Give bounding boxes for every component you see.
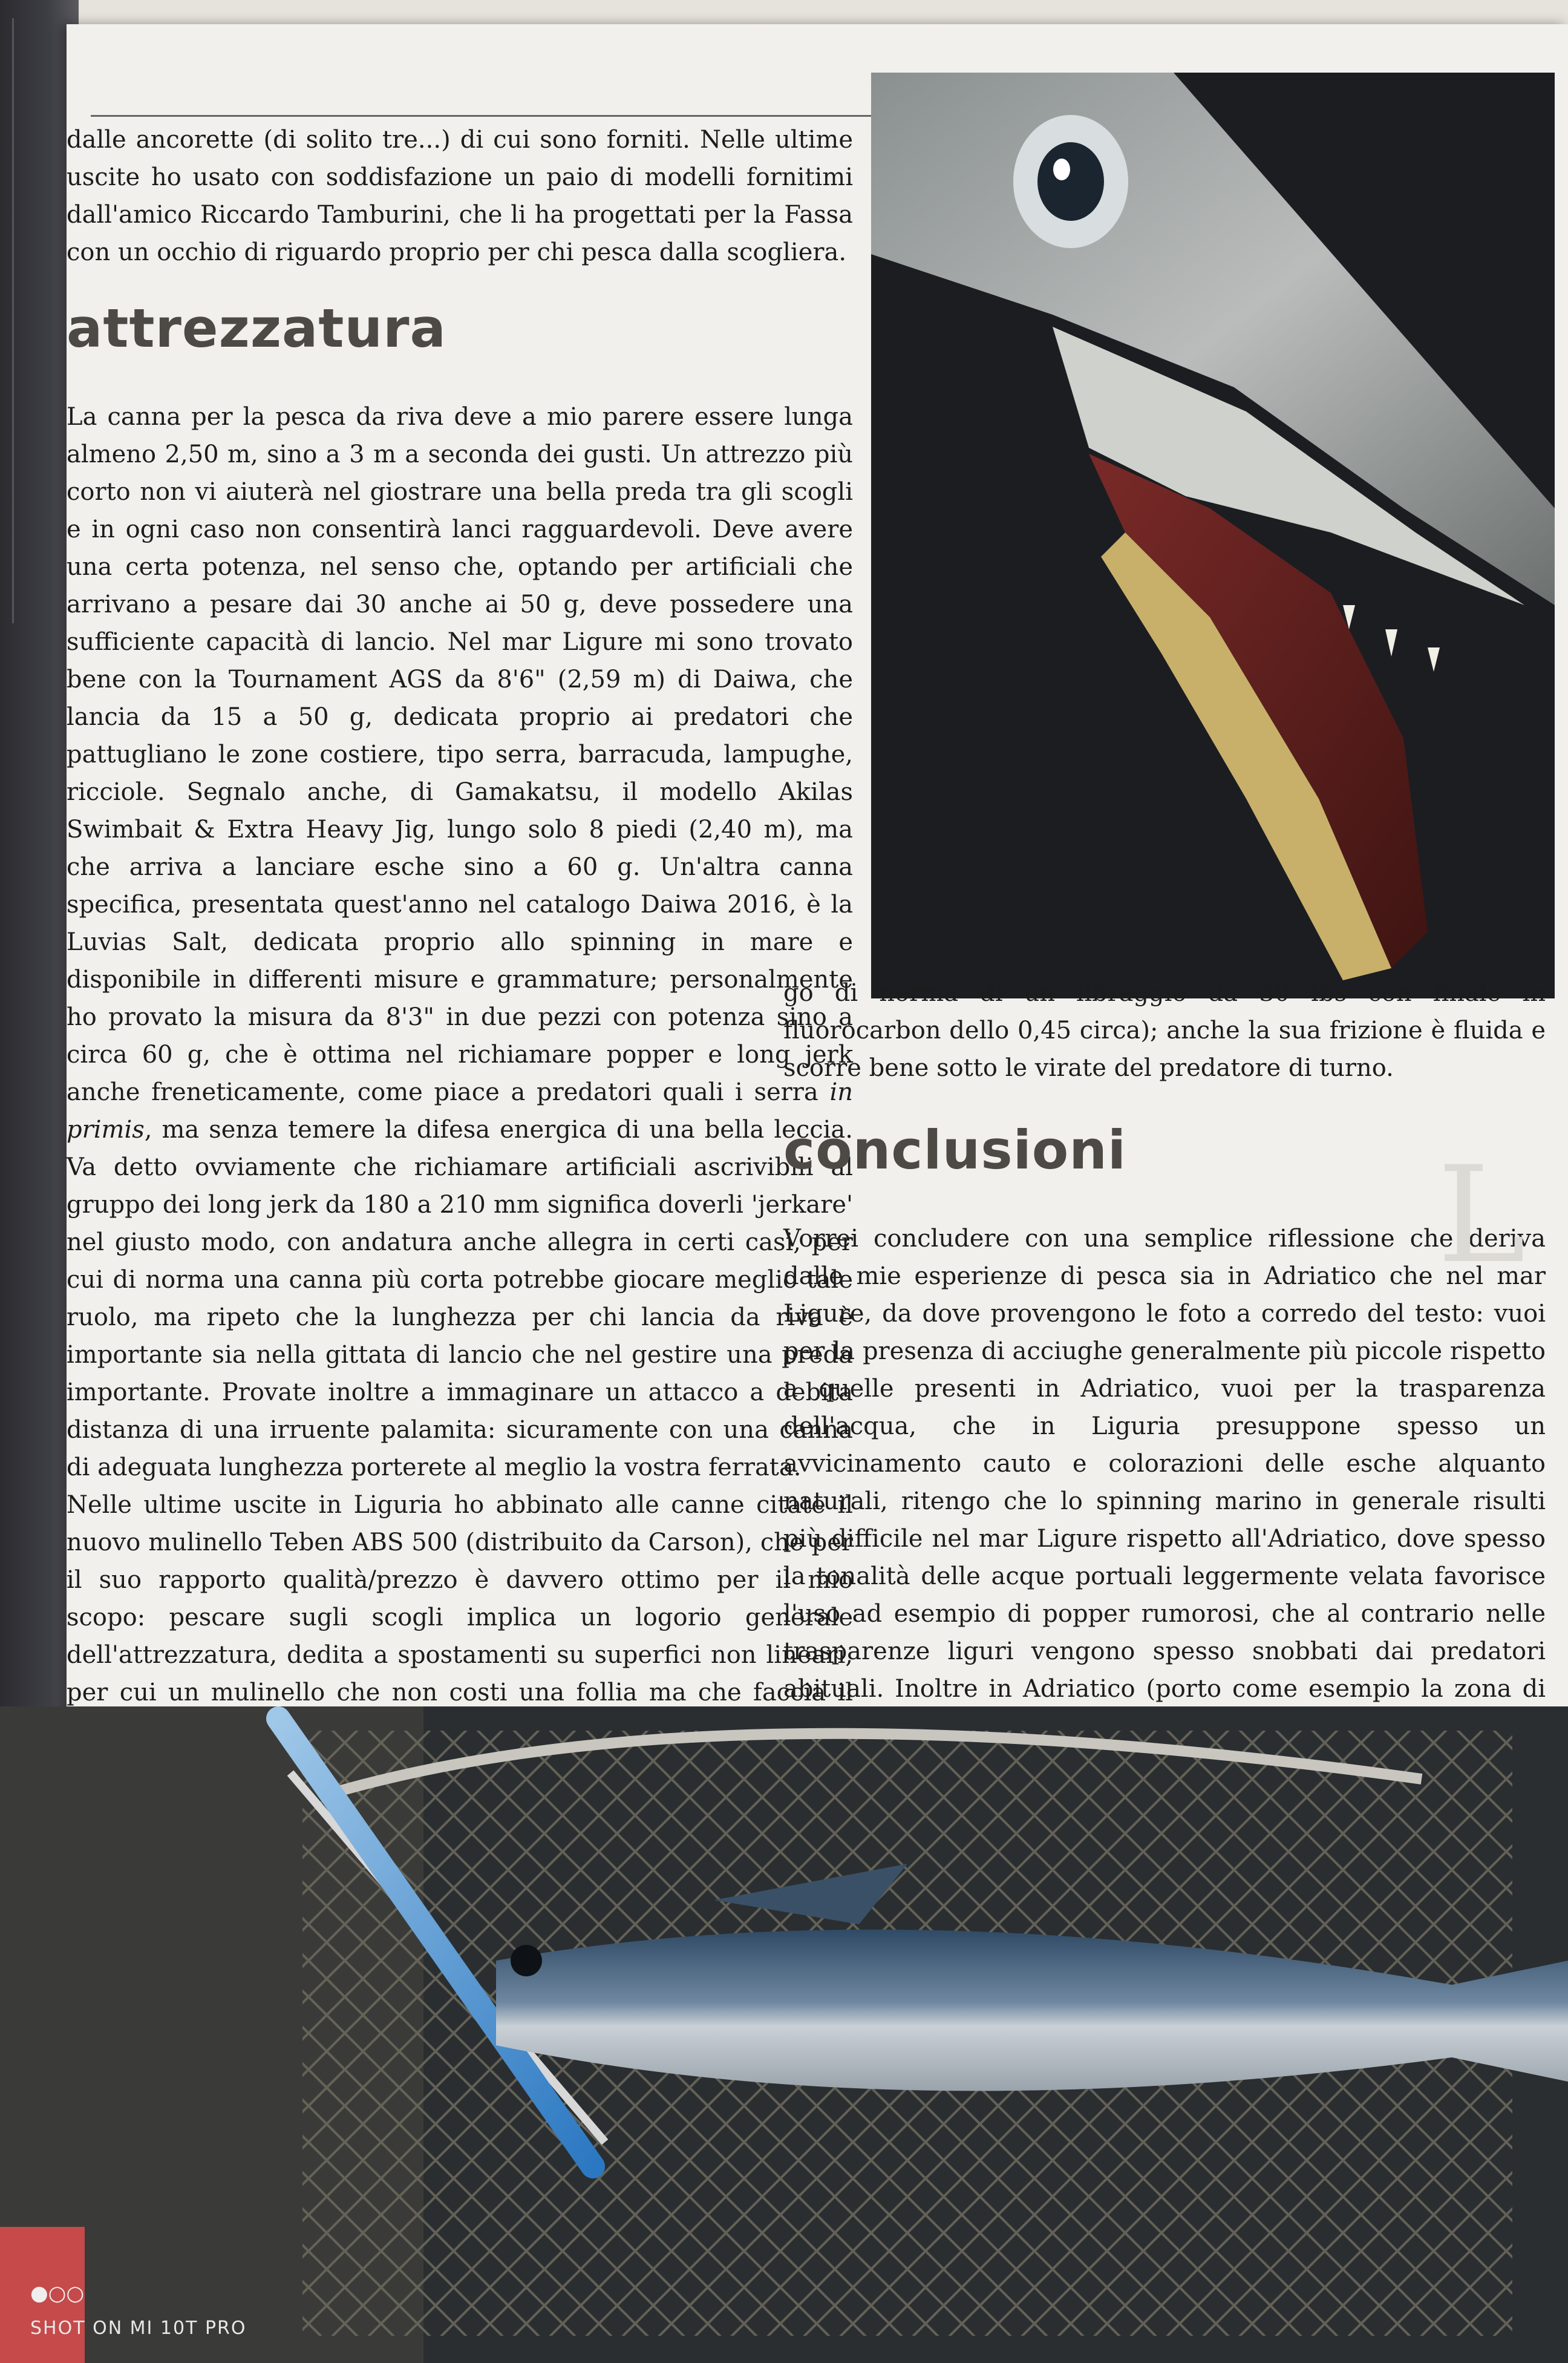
attrezzatura-text-a: La canna per la pesca da riva deve a mio parere essere lunga almeno 2,50 m, sino a 3 m a seconda dei gusti. Un attrezzo più corto non vi aiuterà nel giostrare una bella preda tra gli scogli e in ogni caso non consentirà lanci ragguardevoli. Deve avere una certa potenza, nel senso che, optando per artificiali che arrivano a pesare dai 30 anche ai 50 g, deve possedere una sufficiente capacità di lancio. Nel mar Ligure mi sono trovato bene con la Tournament AGS da 8'6" (2,59 m) di Daiwa, che lancia da 15 a 50 g, dedicata proprio ai predatori che pattugliano le zone costiere, tipo serra, barracuda, lampughe, ricciole. Segnalo anche, di Gamakatsu, il modello Akilas Swimbait & Extra Heavy Jig, lungo solo 8 piedi (2,40 m), ma che arriva a lanciare esche sino a 60 g. Un'altra canna specifica, presentata quest'anno nel catalogo Daiwa 2016, è la Luvias Salt, dedicata proprio allo spinning in mare e disponibile in differenti misure e grammature; personalmente ho provato la misura da 8'3" in due pezzi con potenza sino a circa 60 g, che è ottima nel richiamare popper e long jerk anche freneticamente, come piace a predatori quali i serra	[67, 403, 853, 1106]
camera-watermark-dots: ●○○	[30, 2281, 85, 2306]
bonito-illustration	[0, 1706, 1568, 2363]
intro-paragraph: dalle ancorette (di solito tre...) di cui sono forniti. Nelle ultime uscite ho usato con soddisfazione un paio di modelli fornitimi dall'amico Riccardo Tamburini, che li ha progettati per la Fassa con un occhio di riguardo proprio per chi pesca dalla scogliera.	[67, 126, 853, 266]
attrezzatura-text-b: , ma senza temere la difesa energica di una bella leccia. Va detto ovviamente che richiamare artificiali ascrivibili al gruppo dei long jerk da 180 a 210 mm significa doverli 'jerkare' nel giusto modo, con andatura anche allegra in certi casi, per cui di norma una canna più corta potrebbe giocare meglio tale ruolo, ma ripeto che la lunghezza per chi lancia da riva è importante sia nella gittata di lancio che nel gestire una preda importante. Provate inoltre a immaginare un attacco a debita distanza di una irruente palamita: sicuramente con una canna di adeguata lunghezza porterete al meglio la vostra ferrata.	[67, 1116, 853, 1481]
attrezzatura-paragraph-2: Nelle ultime uscite in Liguria ho abbinato alle canne citate il nuovo mulinello Teben ABS 500 (distribuito da Carson), che per il suo rapporto qualità/prezzo è davvero ottimo per il mio scopo: pescare sugli scogli implica un logorio generale dell'attrezzatura, dedita a spostamenti su superfici non lineari, per cui un mulinello che non costi una follia ma che faccia il	[67, 1491, 853, 1706]
decorative-letter-bleed: L	[1437, 1138, 1526, 1293]
photo-bonito-in-net	[0, 1706, 1568, 2363]
conclusioni-paragraph: Vorrei concludere con una semplice riflessione che deriva dalle mie esperienze di pesca sia in Adriatico che nel mar Ligure, da dove provengono le foto a corredo del testo: vuoi per la presenza di acciughe generalmente più piccole rispetto a quelle presenti in Adriatico, vuoi per la trasparenza dell'acqua, che in Liguria presuppone spesso un avvicinamento cauto e colorazioni delle esche alquanto naturali, ritengo che lo spinning marino in generale risulti più difficile nel mar Ligure rispetto all'Adriatico, dove spesso la tonalità delle acque portuali leggermente velata favorisce l'uso ad esempio di popper rumorosi, che al contrario nelle trasparenze liguri vengono spesso snobbati dai predatori abituali. Inoltre in Adriatico (porto come esempio la zona di	[783, 1225, 1546, 1703]
section-heading-attrezzatura: attrezzatura	[67, 297, 446, 359]
photo-barracuda-head	[871, 73, 1555, 998]
continuation-paragraph: go di norma di un libraggio da 30 lbs con finale in fluorocarbon dello 0,45 circa); anche la sua frizione è fluida e scorre bene sotto le virate del predatore di turno.	[783, 979, 1546, 1082]
page-decoration	[12, 18, 62, 623]
header-rule	[91, 115, 938, 117]
camera-watermark: SHOT ON MI 10T PRO	[30, 2318, 247, 2339]
attrezzatura-paragraph-1	[67, 398, 853, 1486]
attrezzatura-emphasis: in primis	[67, 1078, 853, 1144]
right-column	[783, 974, 1546, 1783]
section-heading-conclusioni: conclusioni	[783, 1119, 1127, 1181]
barracuda-illustration	[871, 73, 1555, 998]
left-column	[67, 121, 853, 1899]
